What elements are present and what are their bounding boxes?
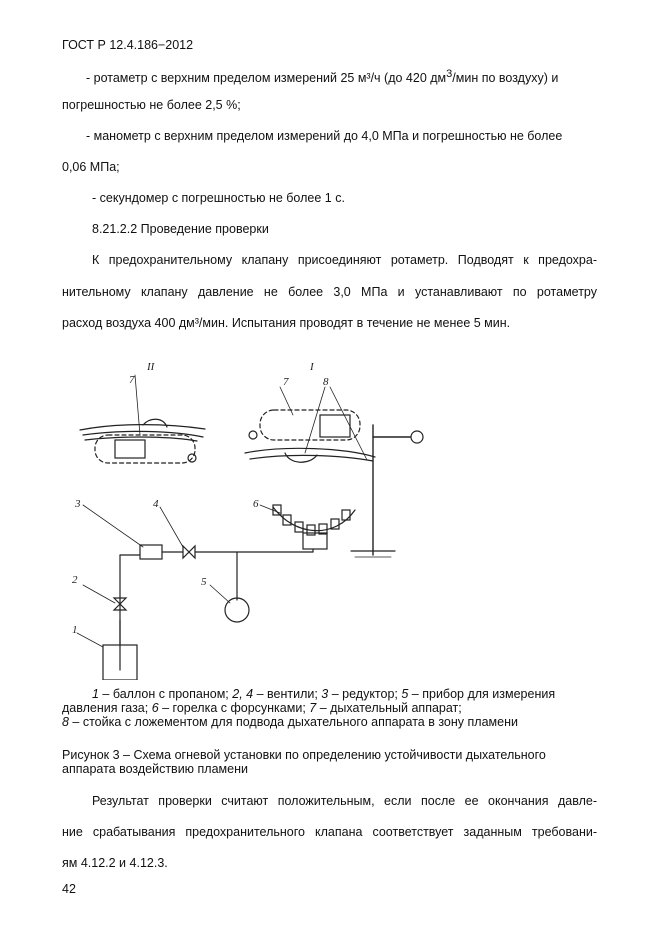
label-5: 5 [201,576,207,588]
body-line-manometer: - манометр с верхним пределом измерений до 4,0 МПа и погрешностью не более [86,129,563,143]
paragraph-line-2: нительному клапану давление не более 3,0 МПа и устанавливают по ротаметру [62,285,597,299]
label-3: 3 [75,498,81,510]
label-8: 8 [323,376,329,388]
body-line-stopwatch: - секундомер с погрешностью не более 1 с. [92,191,345,205]
paragraph-line-3: расход воздуха 400 дм³/мин. Испытания проводят в течение не менее 5 мин. [62,316,511,330]
leader-7-right [280,387,293,415]
section-heading: 8.21.2.2 Проведение проверки [92,222,269,236]
page-number: 42 [62,882,76,896]
body-line-accuracy: погрешностью не более 2,5 %; [62,98,241,112]
figure-caption-line-1: Рисунок 3 – Схема огневой установки по определению устойчивости дыхательного [62,748,546,762]
valve-4-symbol [183,546,195,558]
label-4: 4 [153,498,159,510]
fire-test-setup-diagram [55,345,505,680]
document-header: ГОСТ Р 12.4.186−2012 [62,38,194,52]
leader-6 [260,505,280,513]
legend-line-2: давления газа; 6 – горелка с форсунками; 7 – дыхательный аппарат; [62,701,462,715]
label-7-left: 7 [129,374,135,386]
leader-8-b [330,387,367,460]
label-7-right: 7 [283,376,289,388]
rotameter-superscript: 3 [446,68,453,80]
label-roman-i: I [310,361,314,373]
figure-caption [62,748,602,776]
stand-knob [411,431,423,443]
result-line-3: ям 4.12.2 и 4.12.3. [62,856,168,870]
body-line-manometer-accuracy: 0,06 МПа; [62,160,120,174]
label-roman-ii: II [147,361,155,373]
result-line-2: ние срабатывания предохранительного клапана соответствует заданным требовани- [62,825,597,839]
legend-line-3: 8 – стойка с ложементом для подвода дыхательного аппарата в зону пламени [62,715,518,729]
apparatus-ii-harness-strap [83,431,203,437]
leader-3 [83,505,143,547]
figure-legend [62,687,602,729]
figure-caption-line-2: аппарата воздействию пламени [62,762,248,776]
result-line-1: Результат проверки считают положительным, если после ее окончания давле- [92,794,597,808]
leader-4 [160,507,183,547]
legend-line-1: 1 – баллон с пропаном; 2, 4 – вентили; 3 – редуктор; 5 – прибор для измерения [92,687,556,701]
apparatus-ii-harness-top [80,425,205,430]
paragraph-line-1: К предохранительному клапану присоединяют ротаметр. Подводят к предохра- [92,253,597,267]
apparatus-i-valve [249,431,257,439]
leader-2 [83,585,115,603]
apparatus-ii-body [115,440,145,458]
rotameter-text: - ротаметр с верхним пределом измерений 25 м³/ч (до 420 дм [86,71,447,86]
label-1: 1 [72,624,78,636]
body-line-rotameter [86,68,558,85]
rotameter-tail: /мин по воздуху) и [452,71,559,86]
label-2: 2 [72,574,78,586]
leader-8-a [305,387,325,453]
leader-5 [210,585,230,603]
apparatus-i-mask [285,453,317,462]
apparatus-ii-mask [143,419,167,427]
label-6: 6 [253,498,259,510]
leader-1 [77,633,103,647]
leader-7-left [135,375,140,435]
